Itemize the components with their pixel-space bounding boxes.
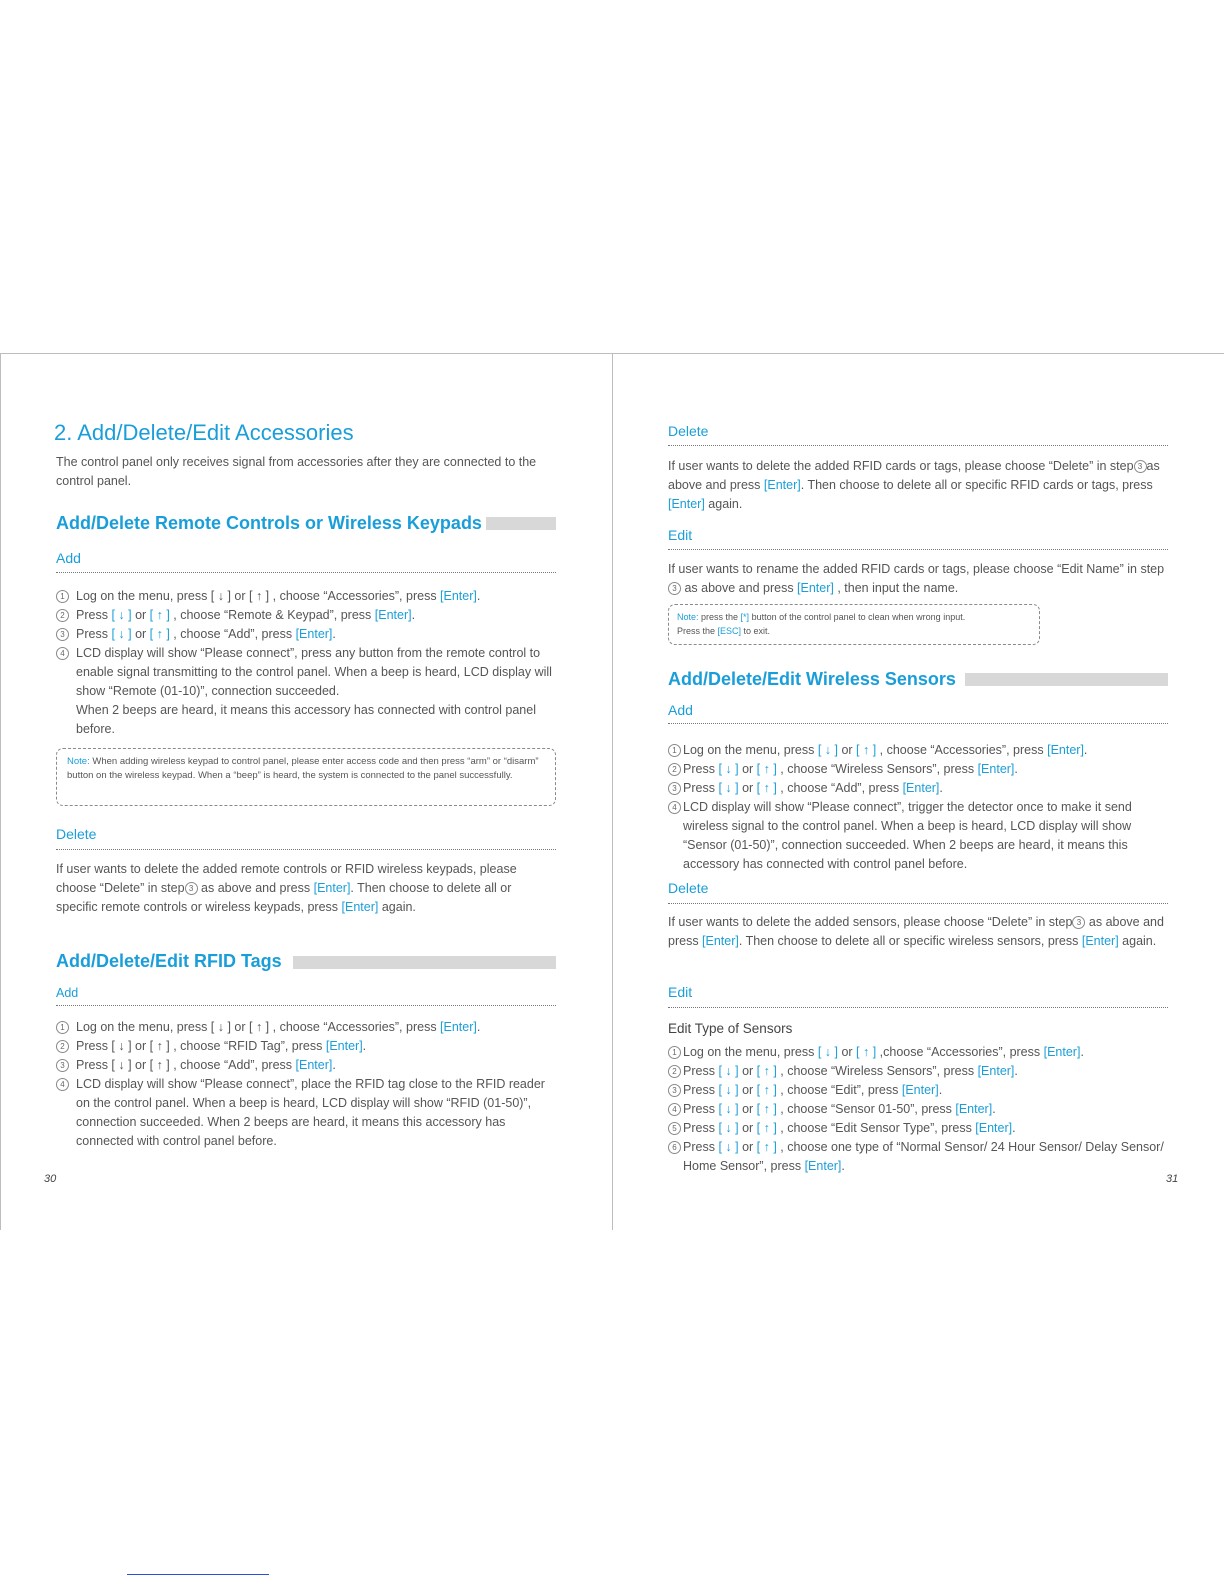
- bottom-underline: [127, 1574, 269, 1575]
- rfid-add-label: Add: [56, 986, 79, 1000]
- remote-add-label: Add: [56, 550, 81, 566]
- dotted-divider: [668, 445, 1168, 446]
- dotted-divider: [668, 903, 1168, 904]
- edit-step-4: 4 Press [ ↓ ] or [ ↑ ] , choose “Sensor 01-50”, press [Enter].: [683, 1100, 1171, 1119]
- rfid-edit-label: Edit: [668, 527, 693, 543]
- sensor-step-1: 1 Log on the menu, press [ ↓ ] or [ ↑ ] , choose “Accessories”, press [Enter].: [683, 741, 1171, 760]
- rfid-step-4: 4 LCD display will show “Please connect”, place the RFID tag close to the RFID reader on the control panel. When a beep is heard, LCD display will show “RFID (01-50)”, connection succeeded. When 2 beeps are heard, it means this accessory has connected with control panel before.: [76, 1075, 556, 1151]
- intro-text: The control panel only receives signal from accessories after they are connected to the control panel.: [56, 455, 537, 488]
- sensor-delete-text: If user wants to delete the added sensors, please choose “Delete” in step 3 as above and press [Enter]. Then choose to delete all or specific wireless sensors, press [Enter] again.: [668, 915, 1164, 948]
- edit-step-3: 3 Press [ ↓ ] or [ ↑ ] , choose “Edit”, press [Enter].: [683, 1081, 1171, 1100]
- heading-bar: [486, 517, 556, 530]
- dotted-divider: [668, 723, 1168, 724]
- rfid-delete-label: Delete: [668, 423, 709, 439]
- remote-note-box: Note: When adding wireless keypad to control panel, please enter access code and then press “arm” or “disarm” button on the wireless keypad. When a “beep” is heard, the system is connected to the panel successfully.: [56, 748, 556, 806]
- rfid-delete-text: If user wants to delete the added RFID cards or tags, please choose “Delete” in step 3 as above and press [Enter]. Then choose to delete all or specific RFID cards or tags, press [Enter] again.: [668, 459, 1160, 511]
- heading-bar: [293, 956, 556, 969]
- sensor-step-2: 2 Press [ ↓ ] or [ ↑ ] , choose “Wireless Sensors”, press [Enter].: [683, 760, 1171, 779]
- page-title: 2. Add/Delete/Edit Accessories: [54, 420, 354, 445]
- sensor-delete-label: Delete: [668, 880, 709, 896]
- edit-step-5: 5 Press [ ↓ ] or [ ↑ ] , choose “Edit Sensor Type”, press [Enter].: [683, 1119, 1171, 1138]
- remote-step-4: 4 LCD display will show “Please connect”, press any button from the remote control to enable signal transmitting to the control panel. When a beep is heard, LCD display will show “Remote (01-10)”, connection succeeded. When 2 beeps are heard, it means this accessory has connected with control panel before.: [76, 644, 556, 739]
- edit-step-6: 6 Press [ ↓ ] or [ ↑ ] , choose one type of “Normal Sensor/ 24 Hour Sensor/ Delay Sensor/ Home Sensor”, press [Enter].: [683, 1138, 1171, 1176]
- dotted-divider: [56, 572, 556, 573]
- dotted-divider: [56, 849, 556, 850]
- dotted-divider: [668, 1007, 1168, 1008]
- remote-step-3: 3 Press [ ↓ ] or [ ↑ ] , choose “Add”, press [Enter].: [76, 625, 556, 644]
- rfid-step-1: 1 Log on the menu, press [ ↓ ] or [ ↑ ] , choose “Accessories”, press [Enter].: [76, 1018, 556, 1037]
- edit-step-2: 2 Press [ ↓ ] or [ ↑ ] , choose “Wireless Sensors”, press [Enter].: [683, 1062, 1171, 1081]
- remote-section-heading: Add/Delete Remote Controls or Wireless Keypads: [56, 513, 482, 533]
- dotted-divider: [56, 1005, 556, 1006]
- remote-step-2: 2 Press [ ↓ ] or [ ↑ ] , choose “Remote & Keypad”, press [Enter].: [76, 606, 556, 625]
- rfid-edit-note-box: Note: press the [*] button of the control panel to clean when wrong input. Press the [ESC] to exit.: [668, 604, 1040, 645]
- rfid-section-heading: Add/Delete/Edit RFID Tags: [56, 951, 282, 971]
- sensor-add-label: Add: [668, 702, 693, 718]
- spread-gutter: [612, 353, 613, 1230]
- remote-delete-label: Delete: [56, 826, 97, 842]
- edit-step-1: 1 Log on the menu, press [ ↓ ] or [ ↑ ] ,choose “Accessories”, press [Enter].: [683, 1043, 1171, 1062]
- rfid-step-2: 2 Press [ ↓ ] or [ ↑ ] , choose “RFID Tag”, press [Enter].: [76, 1037, 556, 1056]
- rfid-edit-text: If user wants to rename the added RFID cards or tags, please choose “Edit Name” in step3 as above and press [Enter] , then input the name.: [668, 562, 1165, 595]
- sensor-step-4: 4 LCD display will show “Please connect”, trigger the detector once to make it send wireless signal to the control panel. When a beep is heard, LCD display will show “Sensor (01-50)”, connection succeeded. When 2 beeps are heard, it means this accessory has connected with control panel before.: [683, 798, 1171, 874]
- sensor-edit-label: Edit: [668, 984, 693, 1000]
- remote-step-1: 1 Log on the menu, press [ ↓ ] or [ ↑ ] , choose “Accessories”, press [Enter].: [76, 587, 556, 606]
- spread-left-border: [0, 353, 1, 1230]
- sensor-section-heading: Add/Delete/Edit Wireless Sensors: [668, 669, 956, 689]
- rfid-step-3: 3 Press [ ↓ ] or [ ↑ ] , choose “Add”, press [Enter].: [76, 1056, 556, 1075]
- remote-delete-text: If user wants to delete the added remote controls or RFID wireless keypads, please choose “Delete” in step 3 as above and press [Enter]. Then choose to delete all or specific remote controls or wireless keypads, press [Enter] again.: [56, 862, 517, 914]
- edit-type-title: Edit Type of Sensors: [668, 1021, 793, 1036]
- heading-bar: [965, 673, 1168, 686]
- sensor-step-3: 3 Press [ ↓ ] or [ ↑ ] , choose “Add”, press [Enter].: [683, 779, 1171, 798]
- page-number-left: 30: [44, 1173, 57, 1185]
- dotted-divider: [668, 549, 1168, 550]
- page-number-right: 31: [1166, 1173, 1179, 1185]
